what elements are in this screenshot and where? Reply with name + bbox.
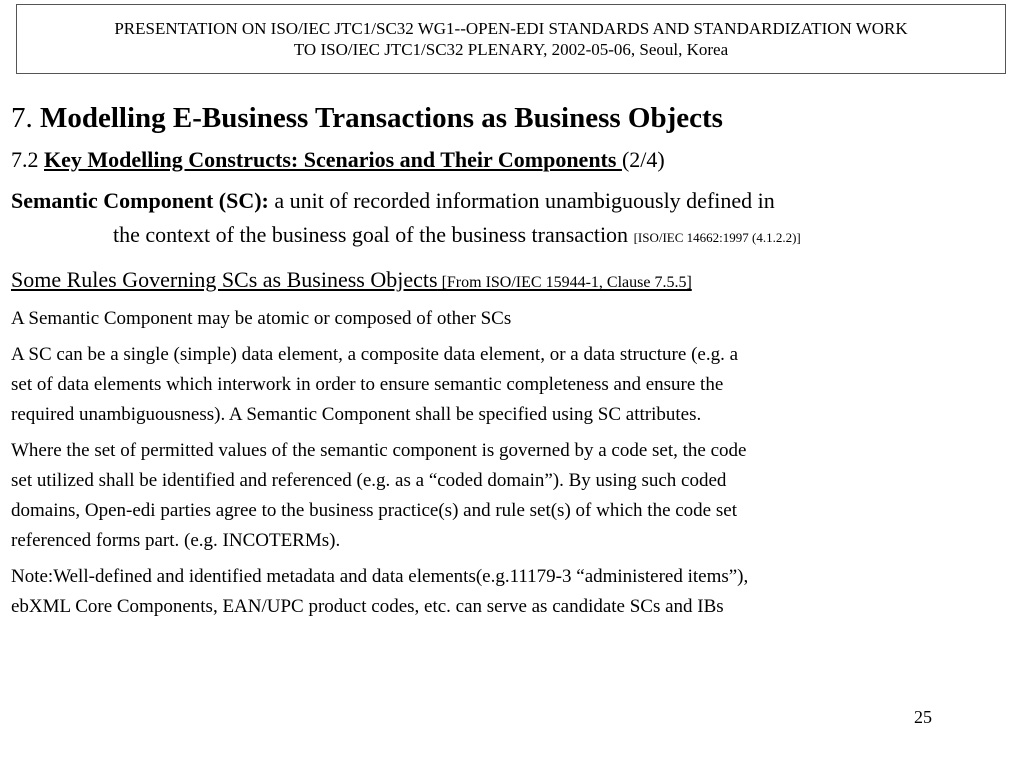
- page-number: 25: [914, 707, 932, 727]
- subsection-part: (2/4): [621, 147, 665, 172]
- paragraph-line: required unambiguousness). A Semantic Component shall be specified using SC attributes.: [11, 404, 702, 425]
- section-title-text: Modelling E-Business Transactions as Business Objects: [40, 102, 723, 134]
- paragraph-line: A SC can be a single (simple) data element, a composite data element, or a data structure (e.g. a: [11, 344, 739, 365]
- subsection-number: 7.2: [11, 147, 44, 172]
- paragraph-2: [11, 340, 1011, 430]
- paragraph-line: set of data elements which interwork in order to ensure semantic completeness and ensure the: [11, 374, 724, 395]
- paragraph-line: ebXML Core Components, EAN/UPC product codes, etc. can serve as candidate SCs and IBs: [11, 596, 724, 617]
- paragraph-line: A Semantic Component may be atomic or composed of other SCs: [11, 308, 512, 329]
- paragraph-line: set utilized shall be identified and referenced (e.g. as a “coded domain”). By using such coded: [11, 470, 727, 491]
- definition-text-2: the context of the business goal of the business transaction: [113, 222, 634, 247]
- section-number: 7.: [11, 102, 40, 134]
- section-title: [11, 100, 1011, 136]
- definition-line-1: [11, 184, 1011, 218]
- definition-line-2: [11, 218, 1011, 255]
- definition-reference: [ISO/IEC 14662:1997 (4.1.2.2)]: [633, 230, 801, 245]
- definition-term: Semantic Component (SC):: [11, 188, 269, 213]
- paragraph-line: referenced forms part. (e.g. INCOTERMs).: [11, 530, 341, 551]
- paragraph-line: Where the set of permitted values of the semantic component is governed by a code set, the code: [11, 440, 747, 461]
- paragraph-note: [11, 562, 1011, 622]
- header-line-2: TO ISO/IEC JTC1/SC32 PLENARY, 2002-05-06, Seoul, Korea: [293, 40, 729, 59]
- slide-header-box: [16, 4, 1006, 74]
- paragraph-line: Note:Well-defined and identified metadata and data elements(e.g.11179-3 “administered items”),: [11, 566, 749, 587]
- header-line-1: PRESENTATION ON ISO/IEC JTC1/SC32 WG1--OPEN-EDI STANDARDS AND STANDARDIZATION WORK: [114, 19, 908, 38]
- rules-heading-text: Some Rules Governing SCs as Business Objects: [11, 267, 438, 292]
- subsection-title-text: Key Modelling Constructs: Scenarios and Their Components: [44, 147, 622, 172]
- subsection-title: [11, 146, 1011, 174]
- slide-content: [11, 100, 1011, 622]
- paragraph-3: [11, 436, 1011, 556]
- rules-reference: [From ISO/IEC 15944-1, Clause 7.5.5]: [437, 274, 692, 291]
- rules-heading: [11, 265, 1011, 298]
- definition-text-1: a unit of recorded information unambiguously defined in: [268, 188, 775, 213]
- paragraph-1: [11, 304, 1011, 334]
- sc-definition: [11, 184, 1011, 255]
- paragraph-line: domains, Open-edi parties agree to the business practice(s) and rule set(s) of which the code set: [11, 500, 737, 521]
